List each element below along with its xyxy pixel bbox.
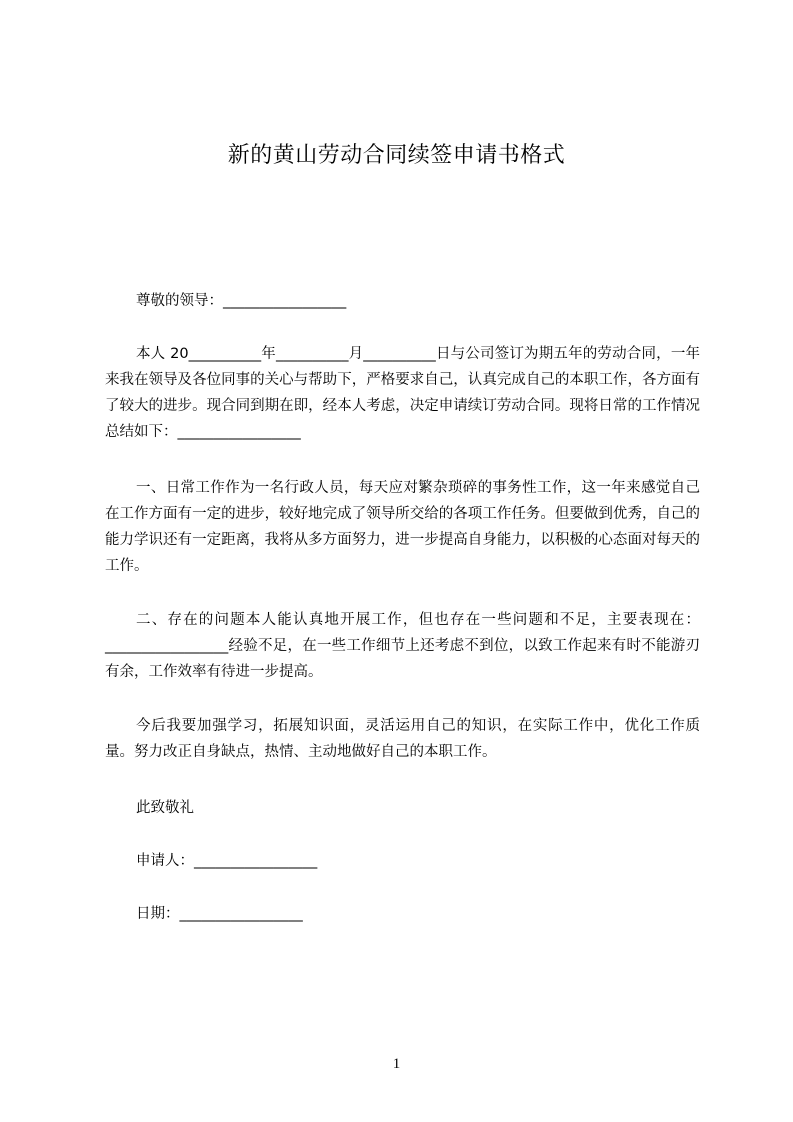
paragraph-problems: 二、存在的问题本人能认真地开展工作，但也存在一些问题和不足，主要表现在：_________________经验不足，在一些工作细节上还考虑不到位，以致工作起来有时不能游刃有余，工作效率有待进一步提高。 [105,612,700,680]
page-number: 1 [392,1056,401,1072]
paragraph-intro: 本人 20__________年__________月__________日与公司签订为期五年的劳动合同，一年来我在领导及各位同事的关心与帮助下，严格要求自己，认真完成自己的本职工作，各方面有了较大的进步。现合同到期在即，经本人考虑，决定申请续订劳动合同。现将日常的工作情况总结如下：_________________ [105,346,700,440]
applicant-line: 申请人：_________________ [136,853,318,869]
greeting-line: 尊敬的领导：_________________ [136,293,347,309]
closing-salutation: 此致敬礼 [136,800,194,816]
date-line: 日期：_________________ [136,906,303,922]
document-title: 新的黄山劳动合同续签申请书格式 [227,143,566,168]
paragraph-daily-work: 一、日常工作作为一名行政人员，每天应对繁杂琐碎的事务性工作，这一年来感觉自己在工作方面有一定的进步，较好地完成了领导所交给的各项工作任务。但要做到优秀，自己的能力学识还有一定距离，我将从多方面努力，进一步提高自身能力，以积极的心态面对每天的工作。 [105,480,700,574]
paragraph-future-plans: 今后我要加强学习，拓展知识面，灵活运用自己的知识，在实际工作中，优化工作质量。努力改正自身缺点，热情、主动地做好自己的本职工作。 [105,718,700,760]
